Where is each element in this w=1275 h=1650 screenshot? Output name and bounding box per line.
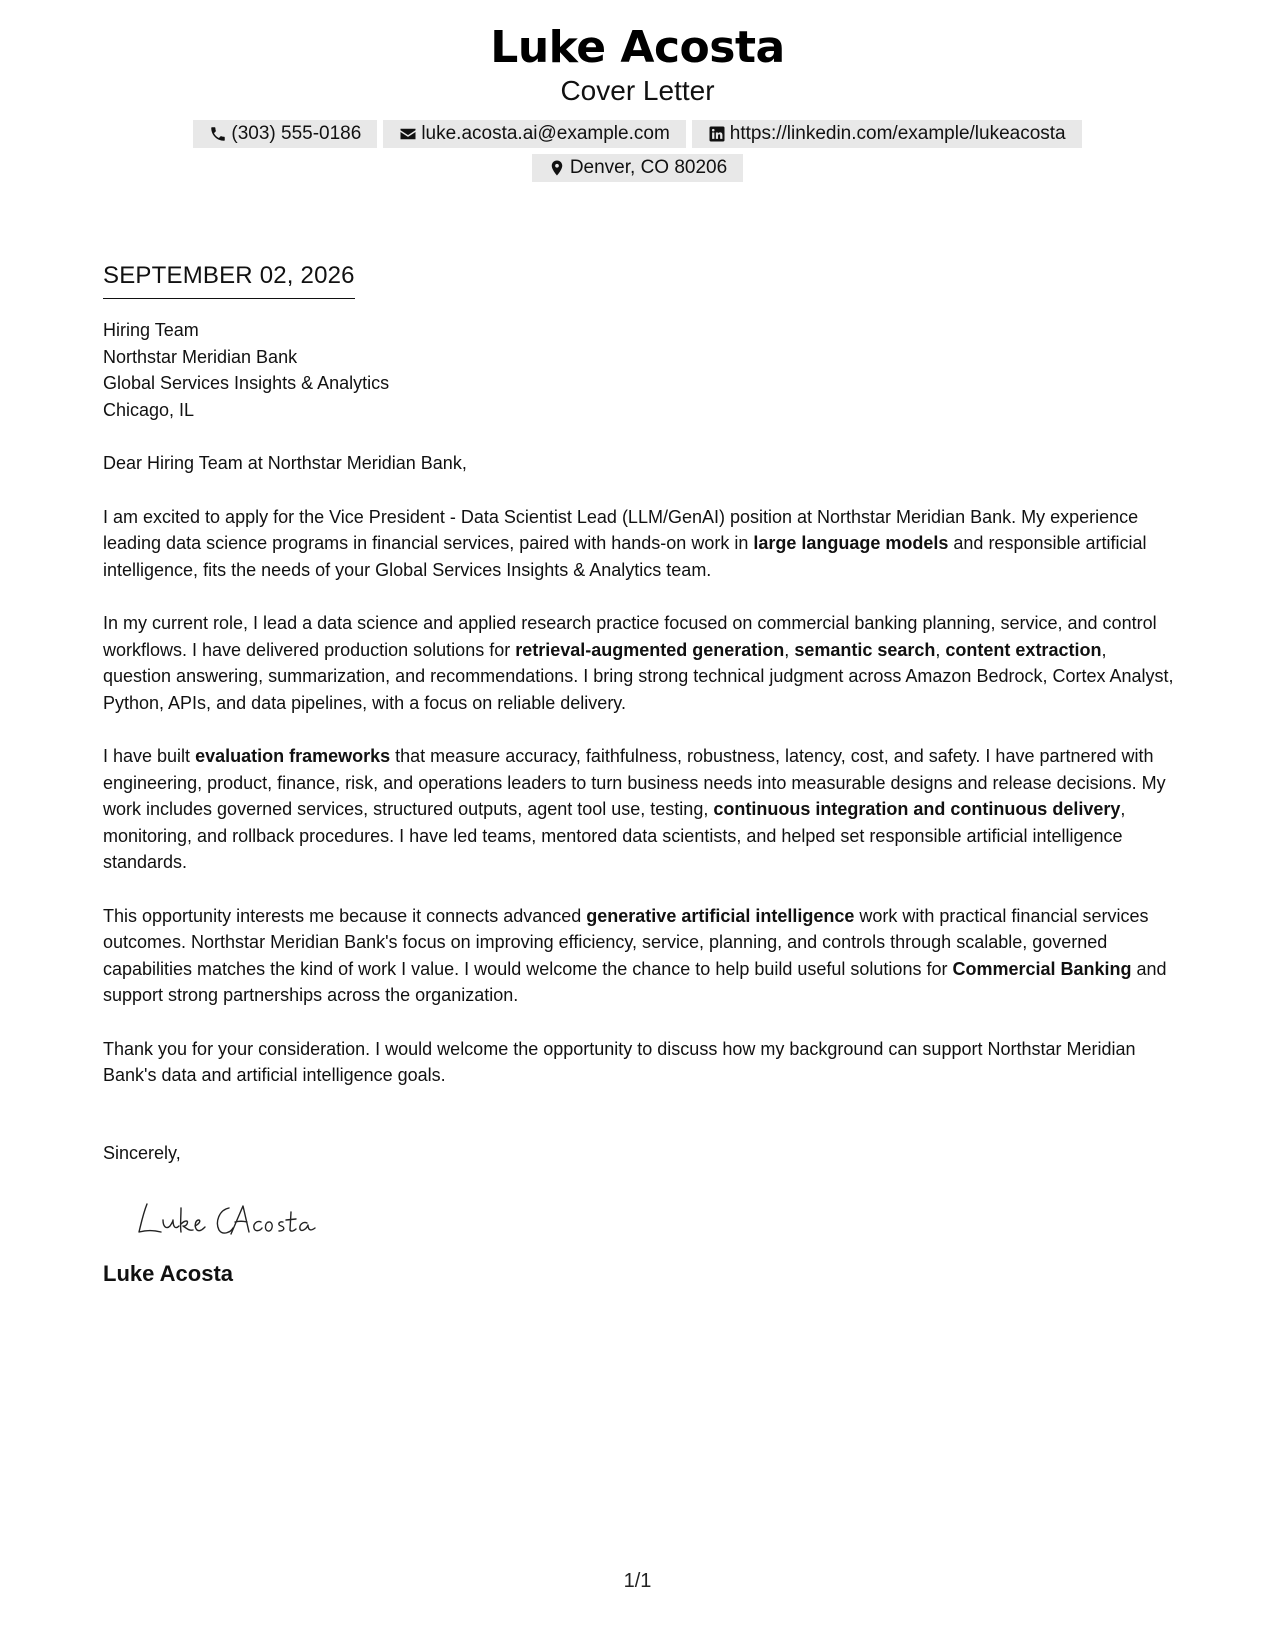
emphasized-phrase: retrieval-augmented generation — [515, 639, 785, 660]
emphasized-phrase: content extraction — [945, 639, 1102, 660]
body-paragraph — [103, 504, 1178, 584]
emphasized-phrase: semantic search — [794, 639, 936, 660]
letter-body — [103, 258, 1178, 1289]
emphasized-phrase: continuous integration and continuous delivery — [713, 799, 1121, 819]
paragraph-text: Thank you for your consideration. I would welcome the opportunity to discuss how my background can support Northstar Meridian Bank's data and artificial intelligence goals. — [103, 1038, 1136, 1085]
recipient-line: Global Services Insights & Analytics — [103, 373, 390, 393]
paragraph-text: In my current role, I lead a data science and applied research practice focused on commercial banking planning, service, and control workflows. I have delivered production solutions for — [103, 613, 1157, 660]
paragraph-text: I am excited to apply for the Vice President - Data Scientist Lead (LLM/GenAI) position at Northstar Meridian Bank. My experience leading data science programs in financial services, paired with hands-on work in — [103, 506, 1139, 553]
body-paragraph — [103, 1036, 1178, 1089]
signer-name: Luke Acosta — [103, 1261, 234, 1286]
phone-number: (303) 555-0186 — [231, 123, 362, 144]
body-paragraph — [103, 903, 1178, 1009]
emphasized-phrase: large language models — [753, 533, 949, 553]
paragraph-text: work with practical financial services outcomes. Northstar Meridian Bank's focus on improving efficiency, service, planning, and controls through scalable, governed capabilities matches the kind of work I value. I would welcome the chance to help build useful solutions for — [103, 905, 1149, 979]
body-paragraph — [103, 743, 1178, 876]
closing-phrase: Sincerely, — [103, 1142, 181, 1163]
paragraph-text: , — [935, 639, 946, 660]
email-contact[interactable] — [383, 120, 685, 148]
phone-icon — [209, 125, 227, 143]
recipient-line: Hiring Team — [103, 320, 199, 340]
linkedin-url[interactable]: https://linkedin.com/example/lukeacosta — [729, 123, 1066, 144]
envelope-icon — [399, 125, 417, 143]
contact-row-1 — [0, 120, 1275, 148]
location-text: Denver, CO 80206 — [569, 157, 728, 178]
applicant-name: Luke Acosta — [490, 22, 785, 73]
paragraph-text: , monitoring, and rollback procedures. I have led teams, mentored data scientists, and helped set responsible artificial intelligence standards. — [103, 799, 1126, 872]
paragraph-text: and responsible artificial intelligence, fits the needs of your Global Services Insights & Analytics team. — [103, 533, 1147, 580]
body-paragraph — [103, 610, 1178, 716]
paragraph-text: , — [784, 639, 795, 660]
salutation: Dear Hiring Team at Northstar Meridian Bank, — [103, 453, 467, 473]
page-number: 1/1 — [623, 1570, 652, 1592]
letter-paragraphs — [103, 504, 1178, 1089]
recipient-line: Chicago, IL — [103, 399, 195, 420]
contact-info — [0, 120, 1275, 182]
paragraph-text: that measure accuracy, faithfulness, robustness, latency, cost, and safety. I have partnered with engineering, product, finance, risk, and operations leaders to turn business needs into measurable designs and release decisions. My work includes governed services, structured outputs, agent tool use, testing, — [103, 746, 1166, 819]
paragraph-text: I have built — [103, 746, 196, 766]
recipient-block — [103, 317, 1178, 423]
recipient-line: Northstar Meridian Bank — [103, 346, 298, 367]
email-address[interactable]: luke.acosta.ai@example.com — [421, 123, 670, 144]
letter-header — [0, 20, 1275, 188]
paragraph-text: This opportunity interests me because it connects advanced — [103, 905, 587, 926]
phone-contact — [193, 120, 377, 148]
handwritten-signature — [133, 1194, 333, 1244]
letter-date: SEPTEMBER 02, 2026 — [103, 258, 355, 299]
paragraph-text: , question answering, summarization, and recommendations. I bring strong technical judgment across Amazon Bedrock, Cortex Analyst, Python, APIs, and data pipelines, with a focus on reliable delivery. — [103, 639, 1174, 713]
paragraph-text: and support strong partnerships across the organization. — [103, 958, 1167, 1005]
emphasized-phrase: Commercial Banking — [952, 958, 1132, 979]
linkedin-icon — [708, 125, 726, 143]
emphasized-phrase: generative artificial intelligence — [586, 905, 855, 926]
emphasized-phrase: evaluation frameworks — [195, 746, 391, 766]
linkedin-contact[interactable] — [692, 120, 1082, 148]
contact-row-2 — [0, 154, 1275, 182]
location-contact — [532, 154, 743, 182]
map-pin-icon — [548, 159, 566, 177]
document-subtitle: Cover Letter — [560, 75, 715, 106]
